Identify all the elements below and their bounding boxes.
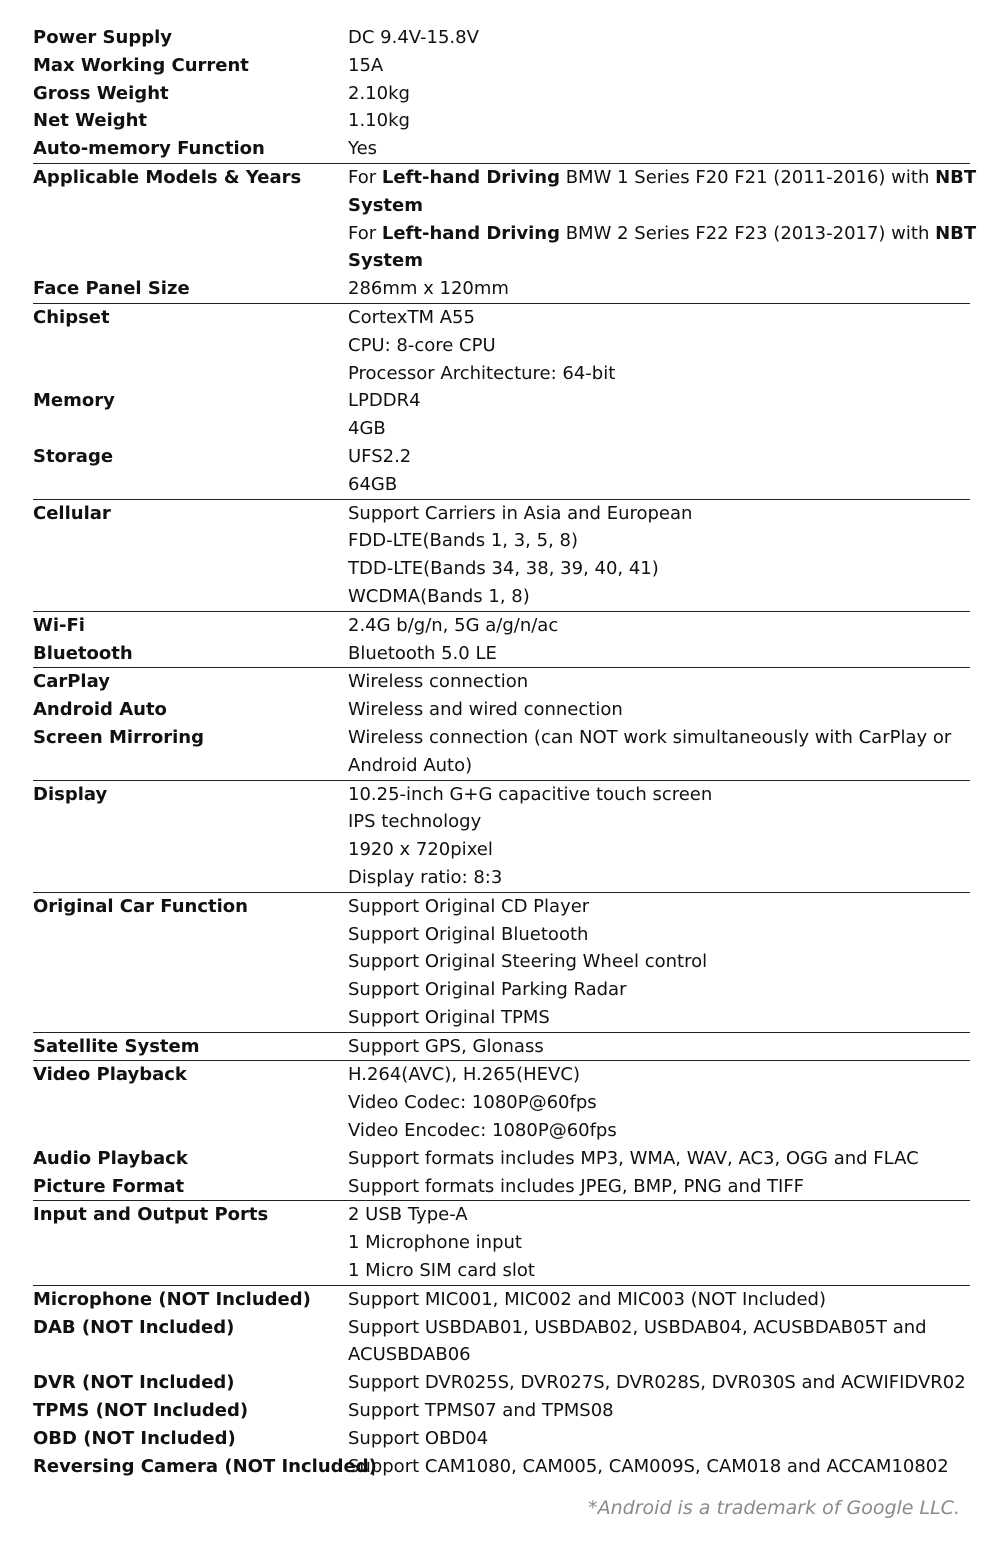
spec-values bbox=[348, 1145, 970, 1173]
spec-value-text: IPS technology bbox=[348, 811, 482, 833]
spec-value-text: 64GB bbox=[348, 473, 398, 495]
spec-value-line bbox=[348, 864, 970, 892]
spec-label: Gross Weight bbox=[33, 82, 169, 104]
spec-values bbox=[348, 80, 970, 108]
spec-value-text: Support Original Steering Wheel control bbox=[348, 951, 708, 973]
spec-value-text: Wireless connection bbox=[348, 671, 529, 693]
spec-value-line bbox=[348, 220, 976, 248]
spec-value-text: For bbox=[348, 222, 382, 244]
spec-value-line bbox=[348, 1341, 970, 1369]
spec-value-line bbox=[348, 332, 970, 360]
spec-values bbox=[348, 1453, 970, 1481]
spec-group bbox=[33, 500, 970, 612]
spec-label: Display bbox=[33, 783, 108, 805]
spec-label: Cellular bbox=[33, 502, 111, 524]
spec-row-bluetooth bbox=[33, 640, 970, 668]
spec-value-text: Support Original TPMS bbox=[348, 1006, 550, 1028]
spec-label: Input and Output Ports bbox=[33, 1204, 269, 1226]
spec-values bbox=[348, 781, 970, 892]
spec-value-text: 1920 x 720pixel bbox=[348, 839, 493, 861]
spec-values bbox=[348, 275, 970, 303]
spec-row-tpms-not-included bbox=[33, 1397, 970, 1425]
spec-value-text: 1 Micro SIM card slot bbox=[348, 1260, 535, 1282]
spec-values bbox=[348, 500, 970, 611]
spec-row-dvr-not-included bbox=[33, 1369, 970, 1397]
spec-label: OBD (NOT Included) bbox=[33, 1427, 236, 1449]
spec-value-line bbox=[348, 724, 970, 752]
spec-value-line bbox=[348, 1453, 970, 1481]
spec-label: Net Weight bbox=[33, 110, 148, 132]
spec-value-text: Support Original Parking Radar bbox=[348, 979, 627, 1001]
spec-table bbox=[33, 24, 977, 1480]
spec-label: CarPlay bbox=[33, 671, 110, 693]
spec-value-text: Support DVR025S, DVR027S, DVR028S, DVR030S and ACWIFIDVR02 bbox=[348, 1372, 966, 1394]
spec-values bbox=[348, 640, 970, 668]
spec-label: Screen Mirroring bbox=[33, 726, 204, 748]
spec-value-line bbox=[348, 640, 970, 668]
spec-label: Auto-memory Function bbox=[33, 138, 265, 160]
spec-value-line bbox=[348, 781, 970, 809]
spec-value-line bbox=[348, 1286, 970, 1314]
spec-value-line bbox=[348, 1201, 970, 1229]
spec-label: DVR (NOT Included) bbox=[33, 1372, 235, 1394]
spec-value-line bbox=[348, 696, 970, 724]
spec-value-text: FDD-LTE(Bands 1, 3, 5, 8) bbox=[348, 530, 578, 552]
spec-value-line bbox=[348, 612, 970, 640]
spec-value-text: Left-hand Driving bbox=[381, 166, 560, 188]
spec-value-text: Support Original CD Player bbox=[348, 895, 590, 917]
spec-label: Chipset bbox=[33, 306, 110, 328]
spec-values bbox=[348, 1425, 970, 1453]
spec-row-android-auto bbox=[33, 696, 970, 724]
spec-value-line bbox=[348, 1061, 970, 1089]
spec-values bbox=[348, 724, 970, 780]
spec-values bbox=[348, 1033, 970, 1061]
spec-value-text: ACUSBDAB06 bbox=[348, 1344, 471, 1366]
spec-value-text: DC 9.4V-15.8V bbox=[348, 27, 479, 48]
spec-value-line bbox=[348, 471, 970, 499]
spec-value-text: 10.25-inch G+G capacitive touch screen bbox=[348, 783, 713, 805]
spec-value-text: 2.10kg bbox=[348, 82, 410, 104]
spec-values bbox=[348, 387, 970, 443]
spec-values bbox=[348, 893, 970, 1032]
spec-values bbox=[348, 1397, 970, 1425]
spec-value-text: System bbox=[348, 194, 423, 216]
spec-row-auto-memory-function bbox=[33, 135, 970, 163]
spec-label: Satellite System bbox=[33, 1035, 200, 1057]
spec-value-text: Support GPS, Glonass bbox=[348, 1035, 544, 1057]
spec-value-text: Support MIC001, MIC002 and MIC003 (NOT Included) bbox=[348, 1288, 826, 1310]
spec-value-text: BMW 1 Series F20 F21 (2011-2016) with bbox=[559, 166, 936, 188]
spec-group bbox=[33, 893, 970, 1033]
spec-value-text: Video Codec: 1080P@60fps bbox=[348, 1092, 597, 1114]
spec-value-text: 1.10kg bbox=[348, 110, 410, 132]
spec-group bbox=[33, 24, 970, 164]
spec-label: Audio Playback bbox=[33, 1147, 188, 1169]
spec-label: Wi-Fi bbox=[33, 614, 85, 636]
spec-value-line bbox=[348, 921, 970, 949]
spec-group bbox=[33, 668, 970, 780]
spec-label: TPMS (NOT Included) bbox=[33, 1400, 249, 1422]
spec-row-audio-playback bbox=[33, 1145, 970, 1173]
spec-values bbox=[348, 164, 976, 275]
spec-value-text: Support formats includes JPEG, BMP, PNG and TIFF bbox=[348, 1175, 805, 1197]
spec-value-text: For bbox=[348, 166, 382, 188]
spec-value-text: System bbox=[348, 250, 423, 272]
spec-label: Microphone (NOT Included) bbox=[33, 1288, 311, 1310]
spec-value-text: Display ratio: 8:3 bbox=[348, 866, 503, 888]
spec-group bbox=[33, 612, 970, 669]
spec-value-text: CPU: 8-core CPU bbox=[348, 334, 496, 356]
spec-value-line bbox=[348, 135, 970, 163]
spec-value-line bbox=[348, 1117, 970, 1145]
spec-label: Storage bbox=[33, 445, 114, 467]
spec-value-line bbox=[348, 527, 970, 555]
spec-value-text: Processor Architecture: 64-bit bbox=[348, 362, 616, 384]
spec-label: Picture Format bbox=[33, 1175, 185, 1197]
spec-value-text: Yes bbox=[348, 138, 378, 160]
spec-value-text: Support USBDAB01, USBDAB02, USBDAB04, ACUSBDAB05T and bbox=[348, 1316, 927, 1338]
spec-value-line bbox=[348, 583, 970, 611]
spec-value-line bbox=[348, 948, 970, 976]
spec-value-line bbox=[348, 247, 976, 275]
spec-label: Reversing Camera (NOT Included) bbox=[33, 1455, 377, 1477]
spec-group bbox=[33, 781, 970, 893]
spec-row-picture-format bbox=[33, 1173, 970, 1201]
spec-values bbox=[348, 443, 970, 499]
spec-value-line bbox=[348, 415, 970, 443]
spec-row-wi-fi bbox=[33, 612, 970, 640]
spec-value-line bbox=[348, 443, 970, 471]
spec-value-text: Support OBD04 bbox=[348, 1427, 489, 1449]
spec-label: Memory bbox=[33, 390, 115, 412]
spec-value-text: Wireless and wired connection bbox=[348, 699, 623, 721]
spec-row-obd-not-included bbox=[33, 1425, 970, 1453]
spec-label: Max Working Current bbox=[33, 54, 249, 76]
spec-values bbox=[348, 1286, 970, 1314]
spec-value-line bbox=[348, 52, 970, 80]
spec-value-text: 2.4G b/g/n, 5G a/g/n/ac bbox=[348, 614, 559, 636]
spec-values bbox=[348, 52, 970, 80]
spec-values bbox=[348, 135, 970, 163]
spec-group bbox=[33, 164, 977, 304]
spec-row-video-playback bbox=[33, 1061, 970, 1144]
spec-value-text: Video Encodec: 1080P@60fps bbox=[348, 1120, 617, 1142]
spec-value-text: WCDMA(Bands 1, 8) bbox=[348, 585, 530, 607]
spec-label: Android Auto bbox=[33, 699, 167, 721]
spec-value-line bbox=[348, 976, 970, 1004]
spec-row-screen-mirroring bbox=[33, 724, 970, 780]
spec-value-text: Left-hand Driving bbox=[381, 222, 560, 244]
spec-value-text: Android Auto) bbox=[348, 754, 473, 776]
spec-row-gross-weight bbox=[33, 80, 970, 108]
spec-value-line bbox=[348, 192, 976, 220]
spec-value-line bbox=[348, 500, 970, 528]
spec-value-line bbox=[348, 387, 970, 415]
spec-value-line bbox=[348, 1397, 970, 1425]
spec-values bbox=[348, 24, 970, 52]
spec-value-line bbox=[348, 24, 970, 52]
spec-value-line bbox=[348, 1314, 970, 1342]
spec-values bbox=[348, 1369, 970, 1397]
spec-value-line bbox=[348, 1173, 970, 1201]
spec-value-line bbox=[348, 1257, 970, 1285]
spec-value-text: 2 USB Type-A bbox=[348, 1204, 468, 1226]
spec-row-storage bbox=[33, 443, 970, 499]
spec-row-carplay bbox=[33, 668, 970, 696]
spec-value-line bbox=[348, 1004, 970, 1032]
spec-value-text: CortexTM A55 bbox=[348, 306, 475, 328]
spec-value-text: NBT bbox=[935, 222, 977, 244]
spec-value-text: BMW 2 Series F22 F23 (2013-2017) with bbox=[559, 222, 936, 244]
spec-label: Face Panel Size bbox=[33, 278, 190, 300]
spec-row-cellular bbox=[33, 500, 970, 611]
spec-value-line bbox=[348, 360, 970, 388]
spec-group bbox=[33, 1201, 970, 1285]
trademark-footnote: *Android is a trademark of Google LLC. bbox=[588, 1497, 960, 1519]
spec-row-dab-not-included bbox=[33, 1314, 970, 1370]
spec-row-microphone-not-included bbox=[33, 1286, 970, 1314]
spec-label: Applicable Models & Years bbox=[33, 166, 302, 188]
spec-values bbox=[348, 107, 970, 135]
spec-value-text: LPDDR4 bbox=[348, 390, 421, 412]
spec-row-memory bbox=[33, 387, 970, 443]
spec-value-text: 4GB bbox=[348, 418, 386, 440]
spec-group bbox=[33, 1033, 970, 1062]
spec-value-line bbox=[348, 304, 970, 332]
spec-group bbox=[33, 304, 970, 500]
spec-values bbox=[348, 1314, 970, 1370]
spec-row-chipset bbox=[33, 304, 970, 387]
spec-value-text: Support TPMS07 and TPMS08 bbox=[348, 1400, 614, 1422]
spec-values bbox=[348, 1201, 970, 1284]
spec-value-line bbox=[348, 80, 970, 108]
spec-label: Bluetooth bbox=[33, 642, 133, 664]
spec-value-text: UFS2.2 bbox=[348, 445, 412, 467]
spec-row-display bbox=[33, 781, 970, 892]
spec-label: Video Playback bbox=[33, 1064, 187, 1086]
spec-value-line bbox=[348, 107, 970, 135]
spec-values bbox=[348, 612, 970, 640]
spec-label: Original Car Function bbox=[33, 895, 248, 917]
spec-row-power-supply bbox=[33, 24, 970, 52]
spec-value-text: Support Carriers in Asia and European bbox=[348, 502, 693, 524]
spec-value-line bbox=[348, 164, 976, 192]
spec-row-satellite-system bbox=[33, 1033, 970, 1061]
spec-label: DAB (NOT Included) bbox=[33, 1316, 235, 1338]
spec-values bbox=[348, 668, 970, 696]
spec-group bbox=[33, 1286, 970, 1481]
spec-value-line bbox=[348, 1369, 970, 1397]
spec-value-line bbox=[348, 1229, 970, 1257]
spec-value-line bbox=[348, 1089, 970, 1117]
spec-value-text: Support formats includes MP3, WMA, WAV, AC3, OGG and FLAC bbox=[348, 1147, 919, 1169]
spec-value-text: NBT bbox=[935, 166, 977, 188]
spec-values bbox=[348, 1173, 970, 1201]
spec-value-text: Wireless connection (can NOT work simultaneously with CarPlay or bbox=[348, 726, 952, 748]
spec-row-reversing-camera-not-included bbox=[33, 1453, 970, 1481]
spec-value-text: 286mm x 120mm bbox=[348, 278, 509, 300]
spec-value-text: 1 Microphone input bbox=[348, 1232, 522, 1254]
spec-value-text: Bluetooth 5.0 LE bbox=[348, 642, 497, 664]
spec-value-line bbox=[348, 1425, 970, 1453]
spec-value-line bbox=[348, 1145, 970, 1173]
spec-values bbox=[348, 696, 970, 724]
spec-value-line bbox=[348, 555, 970, 583]
spec-group bbox=[33, 1061, 970, 1201]
spec-value-line bbox=[348, 836, 970, 864]
spec-value-line bbox=[348, 752, 970, 780]
spec-row-applicable-models-years bbox=[33, 164, 977, 275]
spec-value-line bbox=[348, 668, 970, 696]
spec-value-line bbox=[348, 808, 970, 836]
spec-row-input-and-output-ports bbox=[33, 1201, 970, 1284]
spec-value-text: H.264(AVC), H.265(HEVC) bbox=[348, 1064, 580, 1086]
spec-value-line bbox=[348, 893, 970, 921]
spec-row-original-car-function bbox=[33, 893, 970, 1032]
spec-value-text: Support Original Bluetooth bbox=[348, 923, 589, 945]
spec-value-text: 15A bbox=[348, 54, 384, 76]
spec-value-text: Support CAM1080, CAM005, CAM009S, CAM018 and ACCAM10802 bbox=[348, 1455, 949, 1477]
spec-values bbox=[348, 304, 970, 387]
spec-values bbox=[348, 1061, 970, 1144]
spec-label: Power Supply bbox=[33, 27, 172, 48]
spec-value-line bbox=[348, 275, 970, 303]
spec-row-face-panel-size bbox=[33, 275, 970, 303]
spec-value-text: TDD-LTE(Bands 34, 38, 39, 40, 41) bbox=[348, 558, 659, 580]
spec-row-max-working-current bbox=[33, 52, 970, 80]
spec-value-line bbox=[348, 1033, 970, 1061]
spec-row-net-weight bbox=[33, 107, 970, 135]
